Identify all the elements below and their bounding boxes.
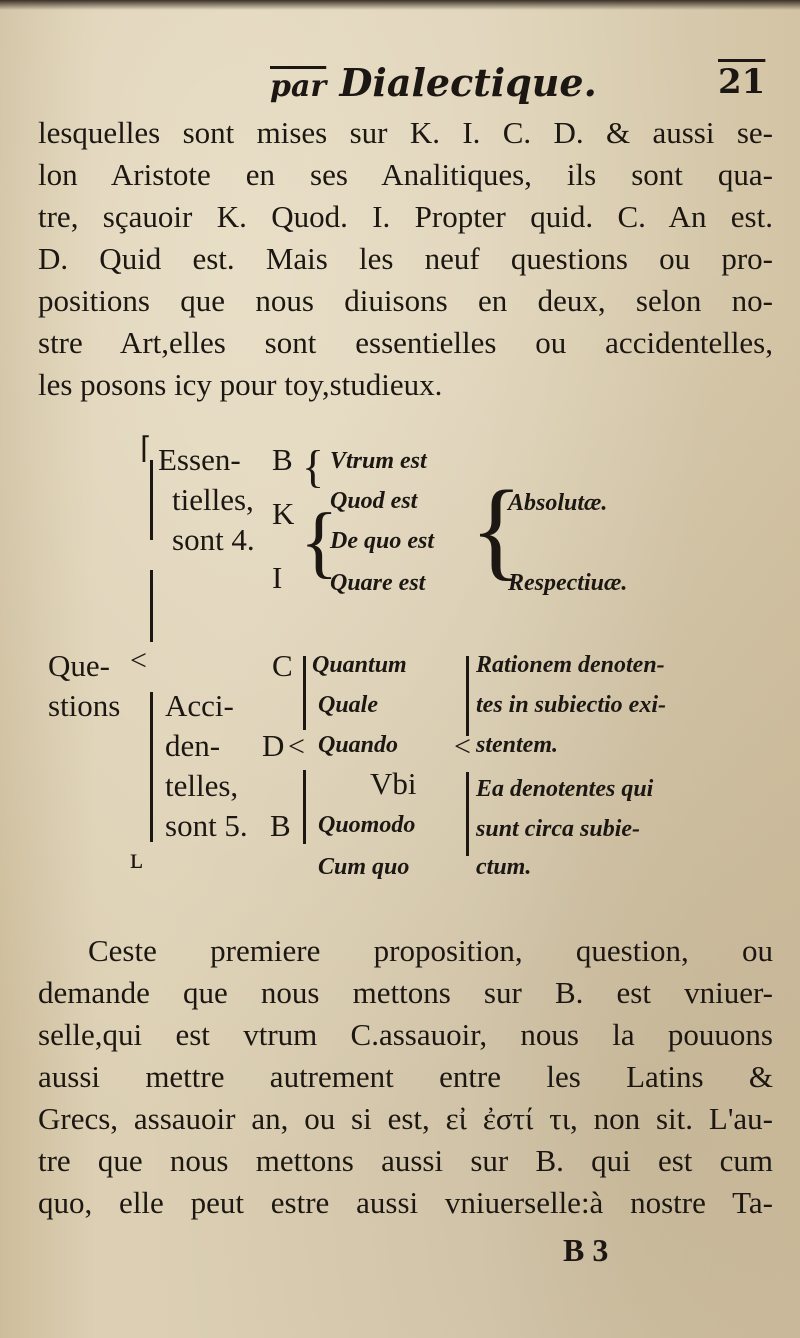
accidental-notes-rule [466,772,469,856]
kinds-brace: { [470,468,523,590]
letter-B: B [272,442,293,477]
root-label: Que- [48,648,110,683]
accidental-bracket-rule [150,692,153,842]
accidental-bracket-bottom: ʟ [130,842,143,875]
letter-C: C [272,648,293,683]
intro-line: lesquelles sont mises sur K. I. C. D. & aussi se- [38,115,773,150]
intro-paragraph [38,112,773,406]
questions-table [0,430,800,900]
accidental-question: Quale [318,692,378,718]
kind-label: Respectiuæ. [508,570,628,596]
root-brace-mark: < [130,644,147,677]
accidental-question: Vbi [370,766,417,801]
essential-question: De quo est [330,528,434,554]
letter-I: I [272,560,283,595]
body-line: Ceste premiere proposition, question, ou [88,933,773,968]
accidental-question: Quomodo [318,812,416,838]
accidental-question-rule [303,656,306,730]
intro-line: lon Aristote en ses Analitiques, ils sont qua- [38,157,773,192]
kind-label: Absolutæ. [508,490,608,516]
essential-brace: { [300,498,339,586]
letter-B: B [270,808,291,843]
essential-label: sont 4. [172,522,255,557]
body-paragraph [38,930,773,1224]
accidental-label: telles, [165,768,239,803]
accidental-note: sunt circa subie- [476,816,641,842]
accidental-notes-rule [466,656,469,736]
intro-line: les posons icy pour toy,studieux. [38,367,443,402]
signature-mark: B 3 [563,1232,609,1268]
accidental-question: Quando [318,732,399,758]
body-line: tre que nous mettons aussi sur B. qui est cum [38,1143,773,1178]
essential-bracket-top: ⌈ [140,432,152,465]
accidental-note: ctum. [476,854,532,880]
intro-line: stre Art,elles sont essentielles ou accidentelles, [38,325,773,360]
root-label: stions [48,688,121,723]
accidental-label: sont 5. [165,808,248,843]
letter-K: K [272,496,295,531]
accidental-note: stentem. [476,732,558,758]
essential-bracket-rule [150,460,153,540]
body-line: Grecs, assauoir an, ou si est, εἰ ἐστί τι, non sit. L'au- [38,1101,773,1136]
accidental-notes-mark: < [454,730,471,763]
accidental-question-rule [303,770,306,844]
essential-bracket-rule [150,570,153,642]
accidental-question: Cum quo [318,854,410,880]
accidental-label: Acci- [165,688,234,723]
accidental-note: Ea denotentes qui [476,776,654,802]
intro-line: positions que nous diuisons en deux, selon no- [38,283,773,318]
body-line: aussi mettre autrement entre les Latins & [38,1059,773,1094]
body-line: selle,qui est vtrum C.assauoir, nous la pouuons [38,1017,773,1052]
accidental-note: tes in subiectio exi- [476,692,666,718]
essential-question: Vtrum est [330,448,427,474]
running-title [270,60,597,105]
running-title-text: Dialectique. [339,60,597,105]
essential-label: tielles, [172,482,254,517]
letter-D: D [262,728,285,763]
intro-line: tre, sçauoir K. Quod. I. Propter quid. C. An est. [38,199,773,234]
body-line: quo, elle peut estre aussi vniuerselle:à nostre Ta- [38,1185,773,1220]
intro-line: D. Quid est. Mais les neuf questions ou pro- [38,241,773,276]
essential-question: Quod est [330,488,418,514]
essential-question: Quare est [330,570,426,596]
accidental-question: Quantum [312,652,407,678]
essential-label: Essen- [158,442,241,477]
page-number: 21 [718,62,766,102]
accidental-brace-mark: < [288,730,305,763]
running-title-par: $\overline{par}$ [270,69,327,104]
body-line: demande que nous mettons sur B. est vniuer- [38,975,773,1010]
accidental-note: Rationem denoten- [476,652,665,678]
essential-brace: { [302,441,325,492]
accidental-label: den- [165,728,221,763]
